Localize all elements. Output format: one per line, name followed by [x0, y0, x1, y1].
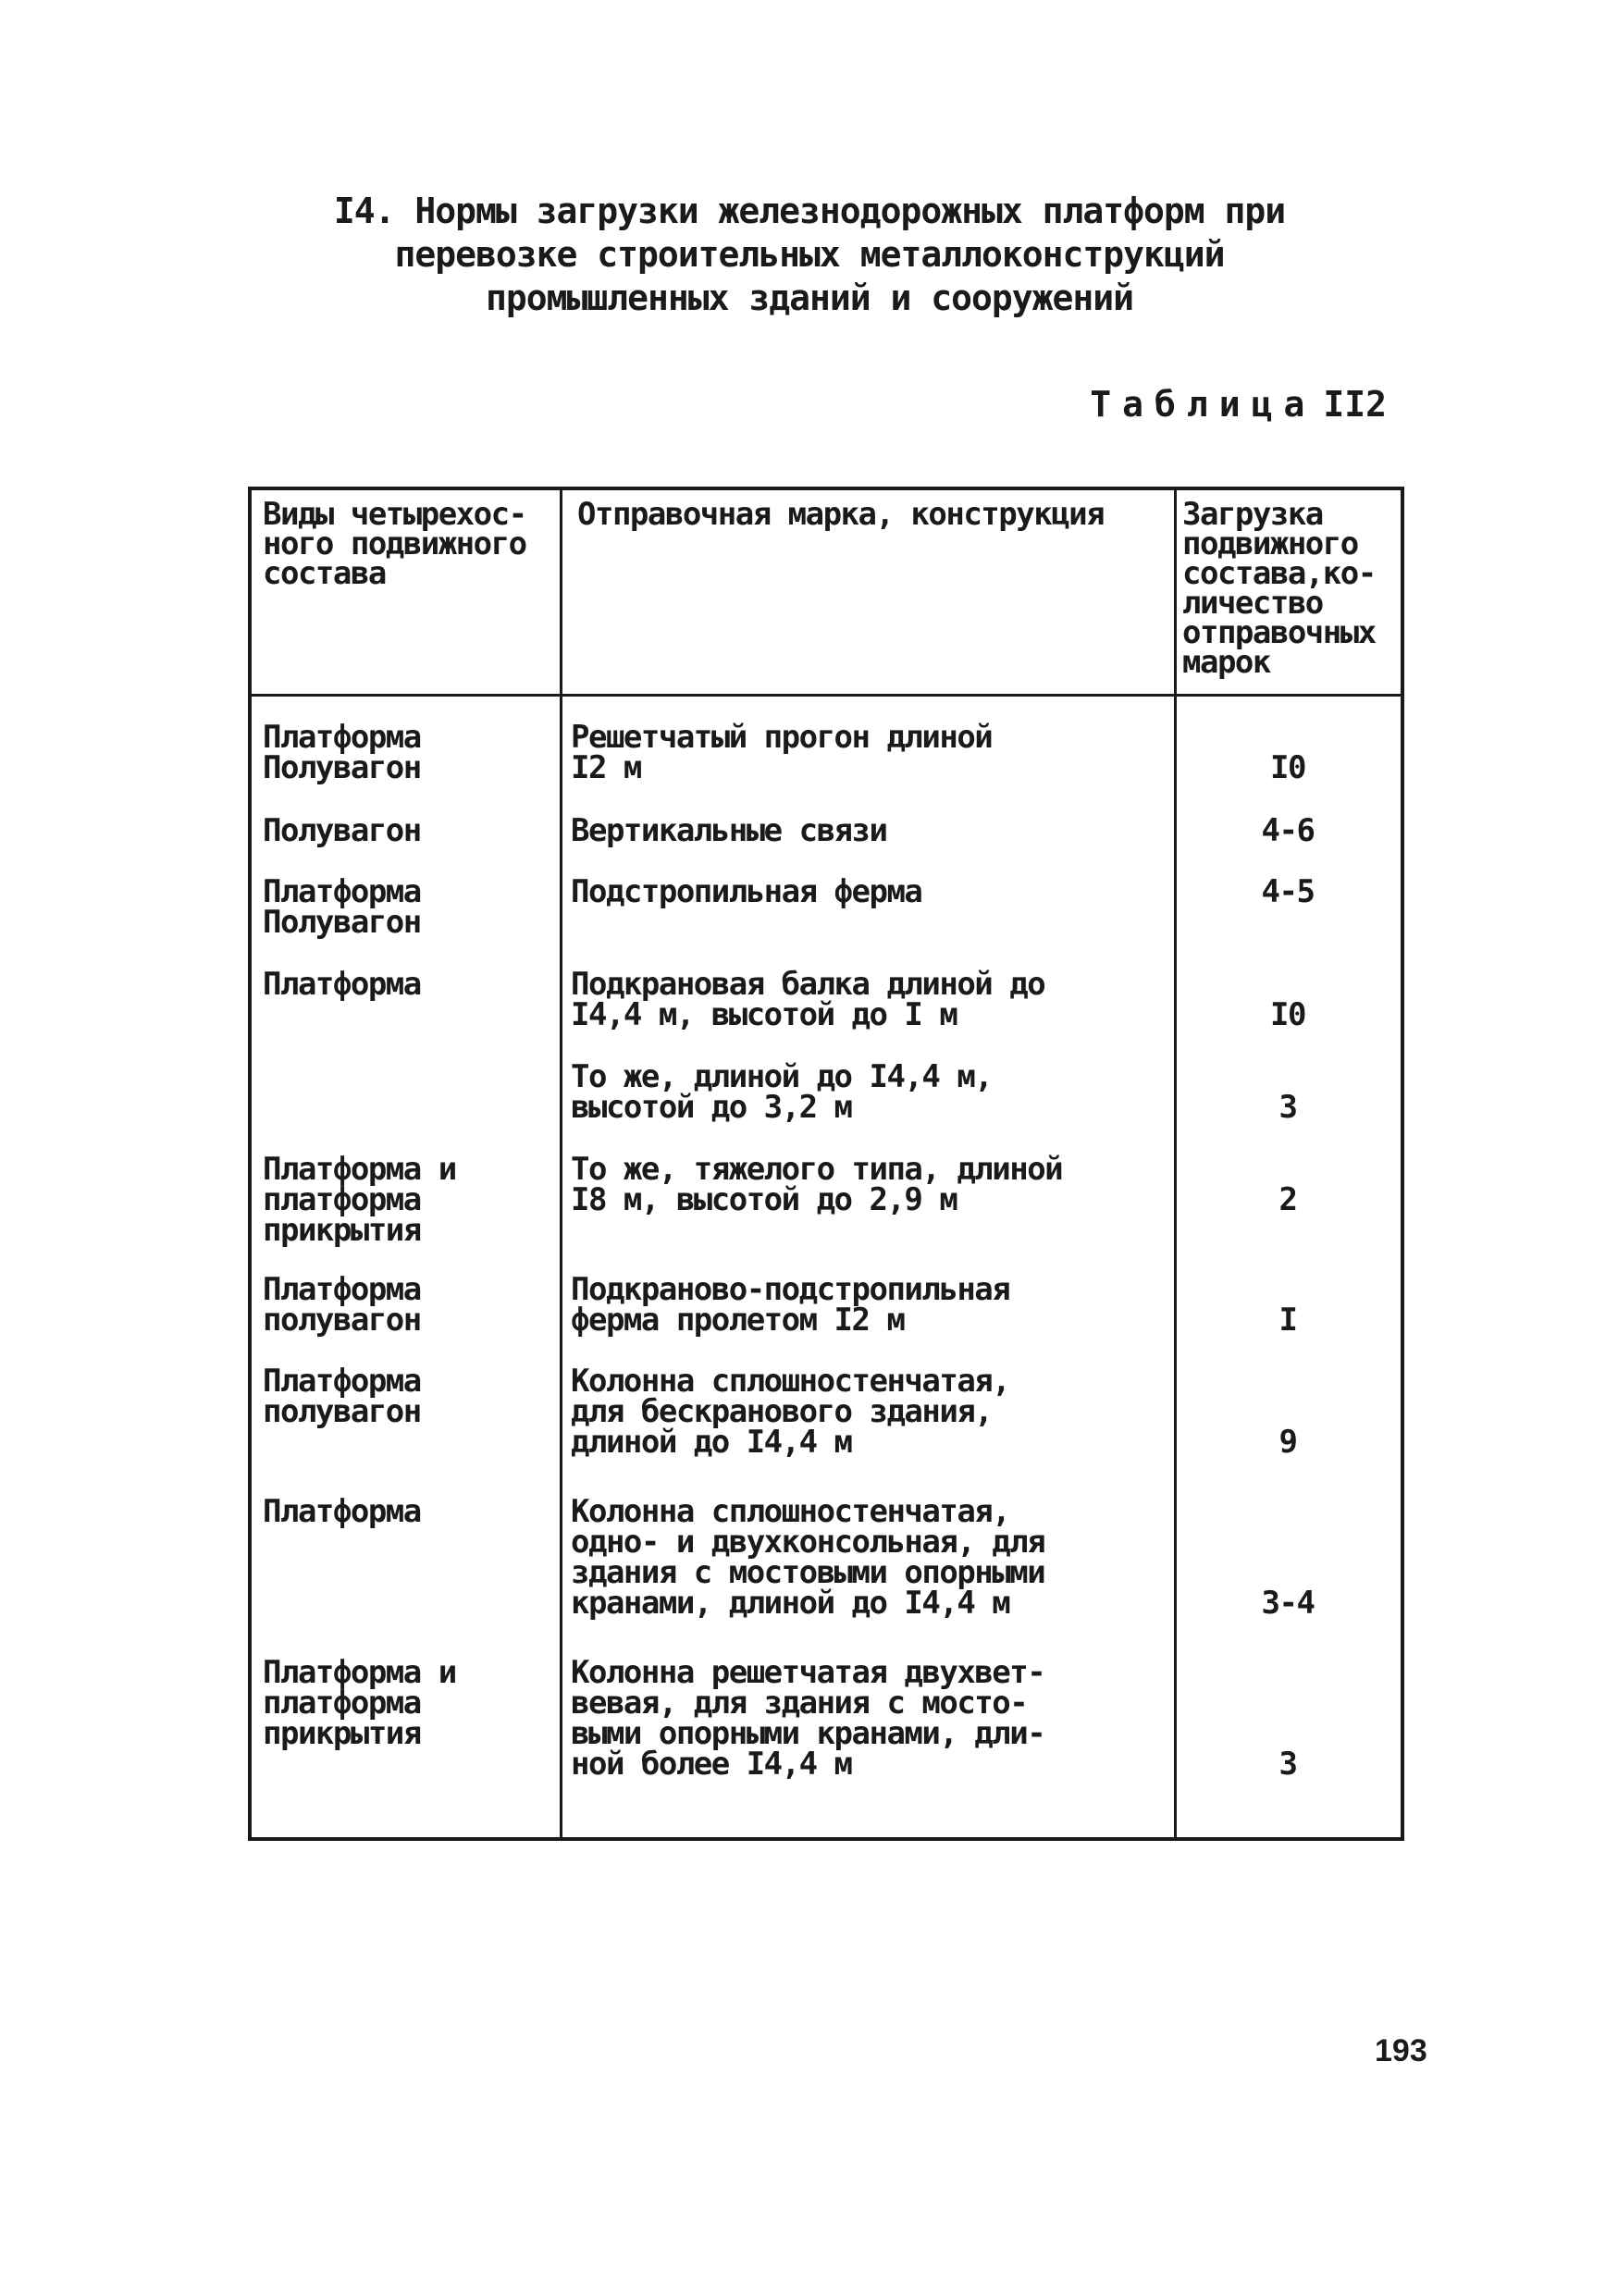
cell-load: 2 — [1278, 1181, 1297, 1218]
loading-norms-table — [248, 487, 1404, 1841]
cell-mark: Подкраново-подстропильная ферма пролетом I2 м — [571, 1271, 1010, 1339]
page-number: 193 — [1375, 2033, 1427, 2068]
cell-mark: Колонна сплошностенчатая, для бескранового здания, длиной до I4,4 м — [571, 1363, 1010, 1461]
header-load-quantity: Загрузка подвижного состава,ко- личество отправочных марок — [1182, 496, 1376, 681]
title-line-2: перевозке строительных металлоконструкций — [394, 234, 1225, 275]
cell-type: Платформа — [263, 966, 421, 1003]
cell-type: Платформа и платформа прикрытия — [263, 1151, 456, 1249]
cell-type: Платформа — [263, 1493, 421, 1530]
cell-load: I — [1278, 1302, 1297, 1339]
cell-type: Платформа Полувагон — [263, 873, 421, 941]
cell-load: 9 — [1278, 1424, 1297, 1461]
table-number: II2 — [1323, 384, 1387, 425]
cell-type: Платформа полувагон — [263, 1363, 421, 1430]
cell-load: 4-6 — [1261, 812, 1315, 849]
title-line-3: промышленных зданий и сооружений — [485, 278, 1134, 318]
cell-type: Платформа и платформа прикрытия — [263, 1654, 456, 1752]
header-separator — [252, 694, 1401, 697]
cell-type: Полувагон — [263, 812, 421, 849]
column-divider-1 — [560, 490, 562, 1837]
cell-type: Платформа Полувагон — [263, 719, 421, 786]
table-label — [1090, 384, 1387, 425]
column-divider-2 — [1174, 490, 1177, 1837]
cell-load: 3 — [1278, 1746, 1297, 1783]
cell-load: 3 — [1278, 1089, 1297, 1126]
cell-mark: Подкрановая балка длиной до I4,4 м, высотой до I м — [571, 966, 1045, 1033]
document-title — [185, 190, 1434, 320]
title-line-1: I4. Нормы загрузки железнодорожных платформ при — [333, 191, 1286, 231]
cell-mark: Решетчатый прогон длиной I2 м — [571, 719, 993, 786]
cell-load: 4-5 — [1261, 873, 1315, 910]
cell-load: I0 — [1270, 996, 1305, 1033]
cell-mark: Колонна решетчатая двухвет- вевая, для здания с мосто- выми опорными кранами, дли- ной более I4,4 м — [571, 1654, 1045, 1783]
cell-mark: Колонна сплошностенчатая, одно- и двухконсольная, для здания с мостовыми опорными кранами, длиной до I4,4 м — [571, 1493, 1045, 1622]
cell-mark: Подстропильная ферма — [571, 873, 922, 910]
cell-type: Платформа полувагон — [263, 1271, 421, 1339]
cell-load: I0 — [1270, 749, 1305, 786]
cell-mark: То же, длиной до I4,4 м, высотой до 3,2 м — [571, 1058, 993, 1126]
header-rolling-stock-type: Виды четырехос- ного подвижного состава — [263, 496, 526, 592]
cell-load: 3-4 — [1261, 1585, 1315, 1622]
cell-mark: Вертикальные связи — [571, 812, 887, 849]
cell-mark: То же, тяжелого типа, длиной I8 м, высотой до 2,9 м — [571, 1151, 1063, 1218]
table-label-word: Таблица — [1090, 384, 1316, 425]
header-shipping-mark: Отправочная марка, конструкция — [577, 496, 1105, 533]
